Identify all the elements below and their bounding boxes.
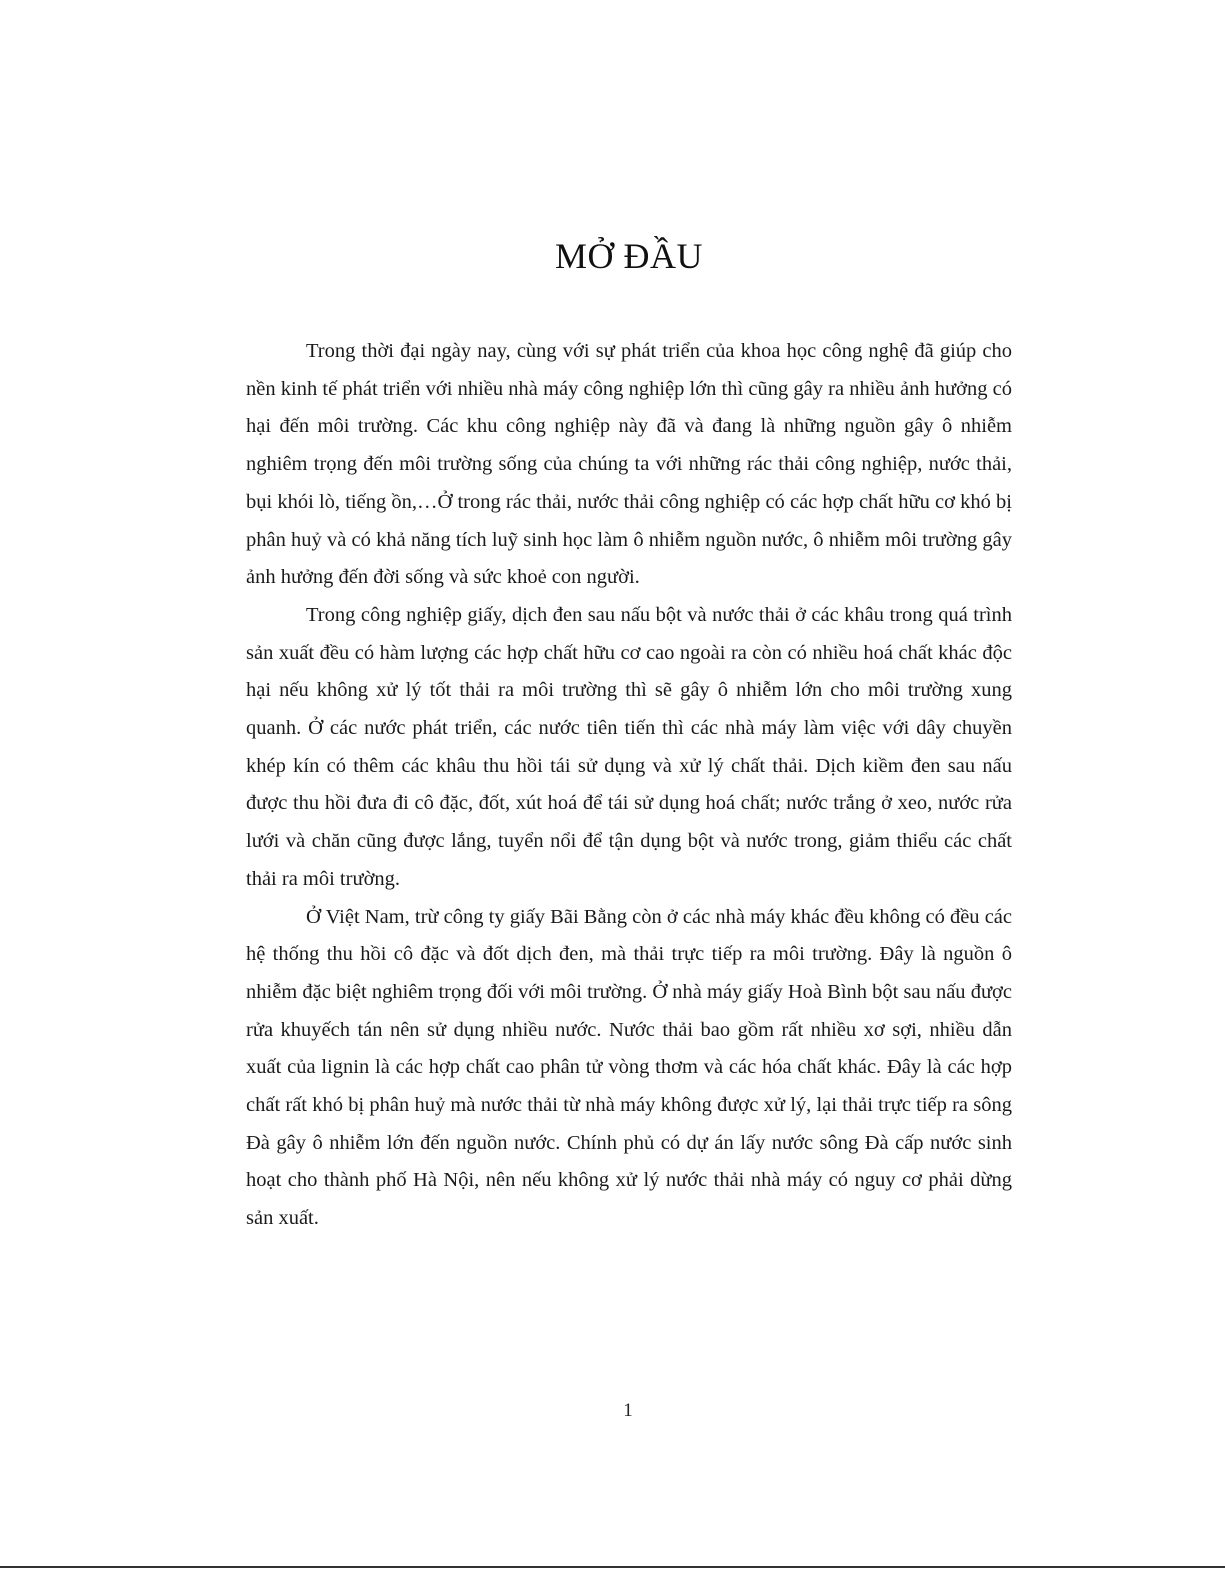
paragraph-2: Trong công nghiệp giấy, dịch đen sau nấu bột và nước thải ở các khâu trong quá trình sản xuất đều có hàm lượng các hợp chất hữu cơ cao ngoài ra còn có nhiều hoá chất khác độc hại nếu không xử lý tốt thải ra môi trường thì sẽ gây ô nhiễm lớn cho môi trường xung quanh. Ở các nước phát triển, các nước tiên tiến thì các nhà máy làm việc với dây chuyền khép kín có thêm các khâu thu hồi tái sử dụng và xử lý chất thải. Dịch kiềm đen sau nấu được thu hồi đưa đi cô đặc, đốt, xút hoá để tái sử dụng hoá chất; nước trắng ở xeo, nước rửa lưới và chăn cũng được lắng, tuyển nổi để tận dụng bột và nước trong, giảm thiểu các chất thải ra môi trường. [246, 603, 1012, 890]
paragraph-1: Trong thời đại ngày nay, cùng với sự phát triển của khoa học công nghệ đã giúp cho nền kinh tế phát triển với nhiều nhà máy công nghiệp lớn thì cũng gây ra nhiều ảnh hưởng có hại đến môi trường. Các khu công nghiệp này đã và đang là những nguồn gây ô nhiễm nghiêm trọng đến môi trường sống của chúng ta với những rác thải công nghiệp, nước thải, bụi khói lò, tiếng ồn,…Ở trong rác thải, nước thải công nghiệp có các hợp chất hữu cơ khó bị phân huỷ và có khả năng tích luỹ sinh học làm ô nhiễm nguồn nước, ô nhiễm môi trường gây ảnh hưởng đến đời sống và sức khoẻ con người. [246, 340, 1012, 589]
page-title: MỞ ĐẦU [554, 236, 703, 276]
paragraph-3: Ở Việt Nam, trừ công ty giấy Bãi Bằng còn ở các nhà máy khác đều không có đều các hệ thống thu hồi cô đặc và đốt dịch đen, mà thải trực tiếp ra môi trường. Đây là nguồn ô nhiễm đặc biệt nghiêm trọng đối với môi trường. Ở nhà máy giấy Hoà Bình bột sau nấu được rửa khuyếch tán nên sử dụng nhiều nước. Nước thải bao gồm rất nhiều xơ sợi, nhiều dẫn xuất của lignin là các hợp chất cao phân tử vòng thơm và các hóa chất khác. Đây là các hợp chất rất khó bị phân huỷ mà nước thải từ nhà máy không được xử lý, lại thải trực tiếp ra sông Đà gây ô nhiễm lớn đến nguồn nước. Chính phủ có dự án lấy nước sông Đà cấp nước sinh hoạt cho thành phố Hà Nội, nên nếu không xử lý nước thải nhà máy có nguy cơ phải dừng sản xuất. [246, 905, 1012, 1230]
page-number: 1 [623, 1400, 633, 1421]
body-text [246, 333, 1012, 1238]
bottom-divider [0, 1566, 1225, 1568]
